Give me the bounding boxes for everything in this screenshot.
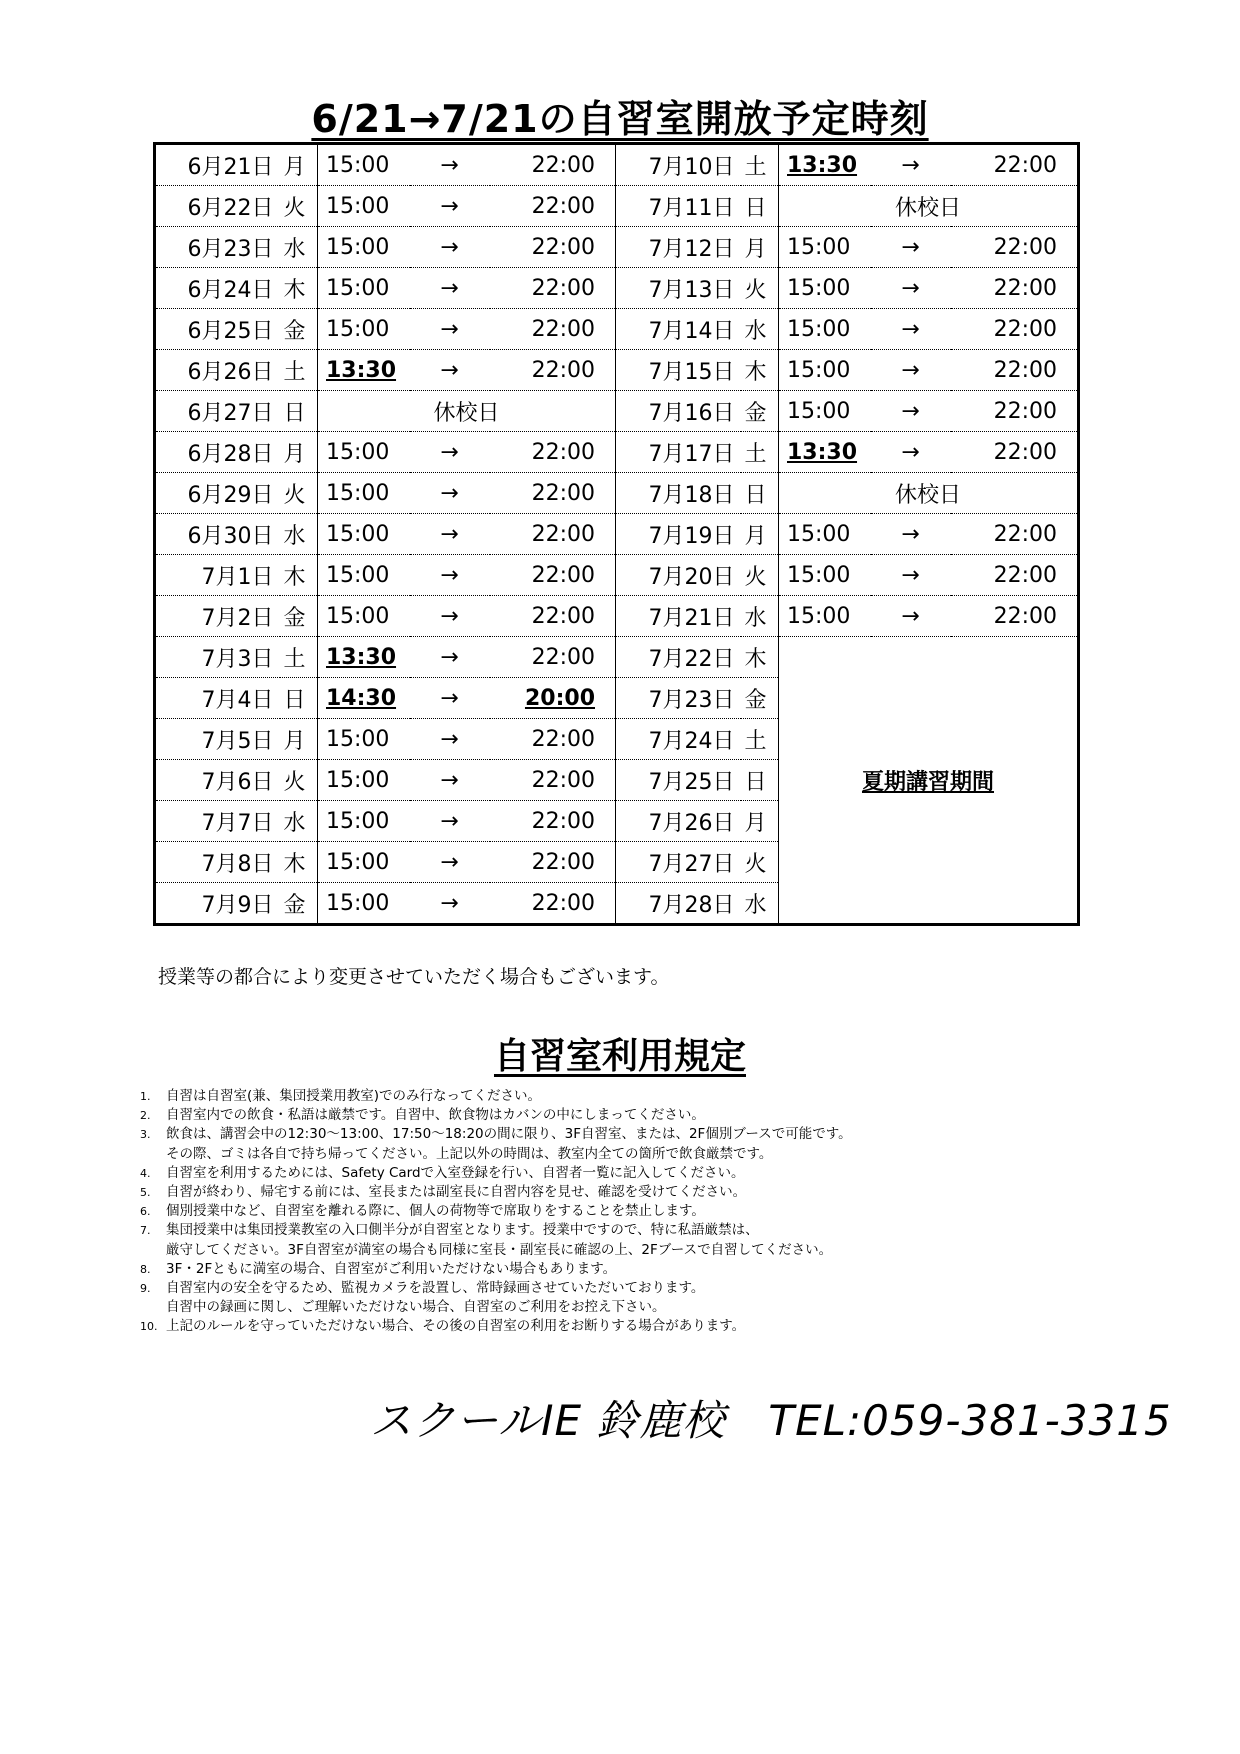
- table-row: [155, 514, 1079, 555]
- open-time-cell: 15:00: [318, 760, 410, 801]
- weekday-cell: 火: [280, 473, 318, 514]
- table-row: [155, 144, 1079, 186]
- table-row: [155, 637, 1079, 678]
- date-cell: 7月11日: [616, 186, 741, 227]
- date-cell: 7月8日: [155, 842, 280, 883]
- close-time-cell: 22:00: [490, 596, 616, 637]
- weekday-cell: 火: [741, 555, 779, 596]
- rule-text: 個別授業中など、自習室を離れる際に、個人の荷物等で席取りをすることを禁止します。: [166, 1203, 705, 1220]
- rule-text: 上記のルールを守っていただけない場合、その後の自習室の利用をお断りする場合があります。: [166, 1318, 746, 1335]
- rule-text: 自習が終わり、帰宅する前には、室長または副室長に自習内容を見せ、確認を受けてください。: [166, 1184, 747, 1201]
- rule-item: [140, 1279, 1140, 1298]
- close-time-cell: 22:00: [490, 268, 616, 309]
- open-time-cell: 15:00: [318, 842, 410, 883]
- open-time-cell: 15:00: [779, 309, 871, 350]
- weekday-cell: 水: [280, 514, 318, 555]
- rule-number: 4.: [140, 1166, 151, 1180]
- date-cell: 6月29日: [155, 473, 280, 514]
- close-time-cell: 22:00: [951, 596, 1079, 637]
- date-cell: 7月7日: [155, 801, 280, 842]
- open-time-cell: 15:00: [318, 596, 410, 637]
- date-cell: 6月30日: [155, 514, 280, 555]
- rule-text: 飲食は、講習会中の12:30～13:00、17:50～18:20の間に限り、3F自習室、または、2F個別ブースで可能です。: [166, 1126, 852, 1143]
- arrow-cell: →: [871, 350, 951, 391]
- close-time-cell: 22:00: [490, 144, 616, 186]
- rule-number: 8.: [140, 1262, 151, 1276]
- table-row: [155, 227, 1079, 268]
- date-cell: 7月20日: [616, 555, 741, 596]
- open-time-cell: 15:00: [779, 596, 871, 637]
- date-cell: 7月18日: [616, 473, 741, 514]
- weekday-cell: 木: [280, 555, 318, 596]
- close-time-cell: 22:00: [951, 227, 1079, 268]
- arrow-cell: →: [410, 596, 490, 637]
- arrow-cell: →: [410, 514, 490, 555]
- date-cell: 7月9日: [201, 892, 274, 918]
- close-time-cell: 22:00: [951, 350, 1079, 391]
- weekday-cell: 火: [741, 842, 779, 883]
- table-row: [155, 309, 1079, 350]
- close-time-cell: 22:00: [951, 555, 1079, 596]
- weekday-cell: 水: [280, 801, 318, 842]
- date-cell: 6月28日: [155, 432, 280, 473]
- date-cell: 7月5日: [155, 719, 280, 760]
- open-time-cell: 15:00: [318, 144, 410, 186]
- rule-number: [140, 1298, 166, 1317]
- date-cell: 6月24日: [155, 268, 280, 309]
- rule-number: 6.: [140, 1205, 151, 1219]
- arrow-cell: →: [410, 473, 490, 514]
- close-time-cell: 22:00: [490, 719, 616, 760]
- rule-number: 3.: [140, 1128, 151, 1142]
- date-cell: 7月1日: [155, 555, 280, 596]
- close-time-cell: 22:00: [490, 883, 616, 925]
- arrow-cell: →: [410, 144, 490, 186]
- date-cell: 7月2日: [155, 596, 280, 637]
- arrow-cell: →: [871, 514, 951, 555]
- rules-list: [140, 1087, 1140, 1337]
- open-time-cell: 15:00: [318, 514, 410, 555]
- weekday-cell: 金: [741, 678, 779, 719]
- date-cell: 7月21日: [616, 596, 741, 637]
- table-row: [155, 432, 1079, 473]
- weekday-cell: 水: [741, 883, 779, 925]
- page-title: 6/21→7/21の自習室開放予定時刻: [311, 97, 929, 141]
- rule-item: [140, 1298, 1140, 1317]
- rule-number: 2.: [140, 1109, 151, 1123]
- weekday-cell: 月: [741, 514, 779, 555]
- weekday-cell: 木: [280, 842, 318, 883]
- open-time-cell: 15:00: [318, 309, 410, 350]
- arrow-cell: →: [440, 890, 459, 916]
- date-cell: 6月22日: [155, 186, 280, 227]
- date-cell: 6月25日: [155, 309, 280, 350]
- date-cell: 7月14日: [616, 309, 741, 350]
- date-cell: 7月24日: [616, 719, 741, 760]
- weekday-cell: 土: [741, 144, 779, 186]
- arrow-cell: →: [871, 596, 951, 637]
- date-cell: 6月27日: [155, 391, 280, 432]
- rule-text: 自習室内の安全を守るため、監視カメラを設置し、常時録画させていただいております。: [166, 1280, 705, 1297]
- open-time-cell: 13:30: [779, 432, 871, 473]
- rule-item: [140, 1221, 1140, 1240]
- open-time-cell: 15:00: [326, 890, 390, 916]
- closed-day-cell: 休校日: [779, 186, 1079, 227]
- open-time-cell: 13:30: [318, 350, 410, 391]
- rule-item: [140, 1087, 1140, 1106]
- arrow-cell: →: [871, 555, 951, 596]
- close-time-cell: 22:00: [490, 842, 616, 883]
- rule-item: [140, 1145, 1140, 1164]
- arrow-cell: →: [871, 227, 951, 268]
- weekday-cell: 木: [741, 637, 779, 678]
- date-cell: 7月12日: [616, 227, 741, 268]
- schedule-table: [153, 142, 1080, 926]
- arrow-cell: →: [871, 309, 951, 350]
- arrow-cell: →: [410, 186, 490, 227]
- rule-item: [140, 1260, 1140, 1279]
- table-row: [155, 473, 1079, 514]
- date-cell: 6月21日: [155, 144, 280, 186]
- table-row: [155, 391, 1079, 432]
- table-row: [155, 596, 1079, 637]
- weekday-cell: 金: [280, 309, 318, 350]
- table-row: [155, 268, 1079, 309]
- date-cell: 7月27日: [616, 842, 741, 883]
- weekday-cell: 土: [280, 350, 318, 391]
- close-time-cell: 22:00: [490, 760, 616, 801]
- arrow-cell: →: [410, 268, 490, 309]
- date-cell: 6月26日: [155, 350, 280, 391]
- close-time-cell: 20:00: [490, 678, 616, 719]
- arrow-cell: →: [410, 719, 490, 760]
- rule-text: 3F・2Fともに満室の場合、自習室がご利用いただけない場合もあります。: [166, 1260, 617, 1277]
- open-time-cell: 15:00: [318, 227, 410, 268]
- weekday-cell: 日: [280, 391, 318, 432]
- arrow-cell: →: [871, 432, 951, 473]
- weekday-cell: 土: [741, 432, 779, 473]
- date-cell: 7月28日: [648, 892, 735, 918]
- close-time-cell: 22:00: [951, 514, 1079, 555]
- close-time-cell: 22:00: [490, 801, 616, 842]
- rule-number: 9.: [140, 1282, 151, 1296]
- date-cell: 7月4日: [155, 678, 280, 719]
- arrow-cell: →: [871, 268, 951, 309]
- close-time-cell: 22:00: [951, 391, 1079, 432]
- open-time-cell: 15:00: [779, 350, 871, 391]
- open-time-cell: 15:00: [779, 227, 871, 268]
- date-cell: 7月22日: [616, 637, 741, 678]
- date-cell: 7月6日: [155, 760, 280, 801]
- open-time-cell: 13:30: [779, 144, 871, 186]
- arrow-cell: →: [410, 678, 490, 719]
- close-time-cell: 22:00: [490, 514, 616, 555]
- date-cell: 7月3日: [155, 637, 280, 678]
- open-time-cell: 14:30: [318, 678, 410, 719]
- open-time-cell: 15:00: [318, 473, 410, 514]
- rule-text: 自習室を利用するためには、Safety Cardで入室登録を行い、自習者一覧に記入してください。: [166, 1164, 745, 1181]
- weekday-cell: 土: [280, 637, 318, 678]
- weekday-cell: 木: [280, 268, 318, 309]
- date-cell: 6月23日: [155, 227, 280, 268]
- open-time-cell: 15:00: [779, 555, 871, 596]
- arrow-cell: →: [410, 801, 490, 842]
- date-cell: 7月10日: [616, 144, 741, 186]
- rule-item: [140, 1317, 1140, 1336]
- arrow-cell: →: [410, 555, 490, 596]
- close-time-cell: 22:00: [951, 432, 1079, 473]
- date-cell: 7月13日: [616, 268, 741, 309]
- rule-item: [140, 1125, 1140, 1144]
- date-cell: 7月15日: [616, 350, 741, 391]
- weekday-cell: 日: [741, 186, 779, 227]
- weekday-cell: 月: [741, 227, 779, 268]
- table-row: [155, 555, 1079, 596]
- arrow-cell: →: [410, 760, 490, 801]
- table-row: [155, 350, 1079, 391]
- open-time-cell: 13:30: [318, 637, 410, 678]
- rule-text: 厳守してください。3F自習室が満室の場合も同様に室長・副室長に確認の上、2Fブースで自習してください。: [166, 1241, 833, 1258]
- close-time-cell: 22:00: [490, 473, 616, 514]
- weekday-cell: 水: [741, 309, 779, 350]
- open-time-cell: 15:00: [318, 719, 410, 760]
- arrow-cell: →: [410, 637, 490, 678]
- rule-number: [140, 1241, 166, 1260]
- weekday-cell: 火: [741, 268, 779, 309]
- weekday-cell: 日: [280, 678, 318, 719]
- close-time-cell: 22:00: [490, 432, 616, 473]
- close-time-cell: 22:00: [490, 555, 616, 596]
- weekday-cell: 月: [280, 432, 318, 473]
- arrow-cell: →: [410, 309, 490, 350]
- arrow-cell: →: [410, 842, 490, 883]
- weekday-cell: 金: [280, 883, 318, 925]
- close-time-cell: 22:00: [490, 637, 616, 678]
- close-time-cell: 22:00: [951, 268, 1079, 309]
- weekday-cell: 月: [280, 144, 318, 186]
- rule-text: 自習室内での飲食・私語は厳禁です。自習中、飲食物はカバンの中にしまってください。: [166, 1107, 705, 1124]
- rule-text: 自習中の録画に関し、ご理解いただけない場合、自習室のご利用をお控え下さい。: [166, 1299, 666, 1316]
- arrow-cell: →: [410, 432, 490, 473]
- rule-text: 集団授業中は集団授業教室の入口側半分が自習室となります。授業中ですので、特に私語厳禁は、: [166, 1222, 759, 1239]
- closed-day-cell: 休校日: [779, 473, 1079, 514]
- rule-item: [140, 1202, 1140, 1221]
- close-time-cell: 22:00: [490, 350, 616, 391]
- close-time-cell: 22:00: [490, 227, 616, 268]
- weekday-cell: 水: [741, 596, 779, 637]
- rule-text: その際、ゴミは各自で持ち帰ってください。上記以外の時間は、教室内全ての箇所で飲食厳禁です。: [166, 1145, 773, 1162]
- rule-item: [140, 1183, 1140, 1202]
- arrow-cell: →: [871, 391, 951, 432]
- weekday-cell: 水: [280, 227, 318, 268]
- weekday-cell: 月: [280, 719, 318, 760]
- arrow-cell: →: [410, 227, 490, 268]
- arrow-cell: →: [871, 144, 951, 186]
- close-time-cell: 22:00: [490, 309, 616, 350]
- rule-number: 5.: [140, 1186, 151, 1200]
- rule-number: 7.: [140, 1224, 151, 1238]
- close-time-cell: 22:00: [490, 186, 616, 227]
- open-time-cell: 15:00: [779, 391, 871, 432]
- weekday-cell: 金: [280, 596, 318, 637]
- arrow-cell: →: [410, 350, 490, 391]
- close-time-cell: 22:00: [951, 144, 1079, 186]
- weekday-cell: 火: [280, 760, 318, 801]
- weekday-cell: 月: [741, 801, 779, 842]
- open-time-cell: 15:00: [318, 801, 410, 842]
- rule-text: 自習は自習室(兼、集団授業用教室)でのみ行なってください。: [166, 1088, 542, 1104]
- open-time-cell: 15:00: [318, 555, 410, 596]
- weekday-cell: 木: [741, 350, 779, 391]
- weekday-cell: 日: [741, 760, 779, 801]
- open-time-cell: 15:00: [318, 268, 410, 309]
- rule-number: [140, 1145, 166, 1164]
- summer-session-cell: 夏期講習期間: [861, 769, 994, 795]
- rule-number: 1.: [140, 1090, 151, 1103]
- date-cell: 7月23日: [616, 678, 741, 719]
- weekday-cell: 金: [741, 391, 779, 432]
- rules-title: 自習室利用規定: [493, 1036, 746, 1077]
- open-time-cell: 15:00: [318, 432, 410, 473]
- rule-item: [140, 1106, 1140, 1125]
- weekday-cell: 火: [280, 186, 318, 227]
- open-time-cell: 15:00: [779, 514, 871, 555]
- schedule-note: 授業等の都合により変更させていただく場合もございます。: [158, 966, 670, 988]
- closed-day-cell: 休校日: [318, 391, 616, 432]
- date-cell: 7月19日: [616, 514, 741, 555]
- close-time-cell: 22:00: [951, 309, 1079, 350]
- date-cell: 7月16日: [616, 391, 741, 432]
- weekday-cell: 土: [741, 719, 779, 760]
- rule-number: 10.: [140, 1320, 158, 1334]
- open-time-cell: 15:00: [779, 268, 871, 309]
- date-cell: 7月26日: [616, 801, 741, 842]
- school-contact: スクールIE 鈴鹿校 TEL:059-381-3315: [370, 1396, 1172, 1445]
- rule-item: [140, 1164, 1140, 1183]
- open-time-cell: 15:00: [318, 186, 410, 227]
- rule-item: [140, 1241, 1140, 1260]
- date-cell: 7月17日: [616, 432, 741, 473]
- date-cell: 7月25日: [616, 760, 741, 801]
- table-row: [155, 186, 1079, 227]
- weekday-cell: 日: [741, 473, 779, 514]
